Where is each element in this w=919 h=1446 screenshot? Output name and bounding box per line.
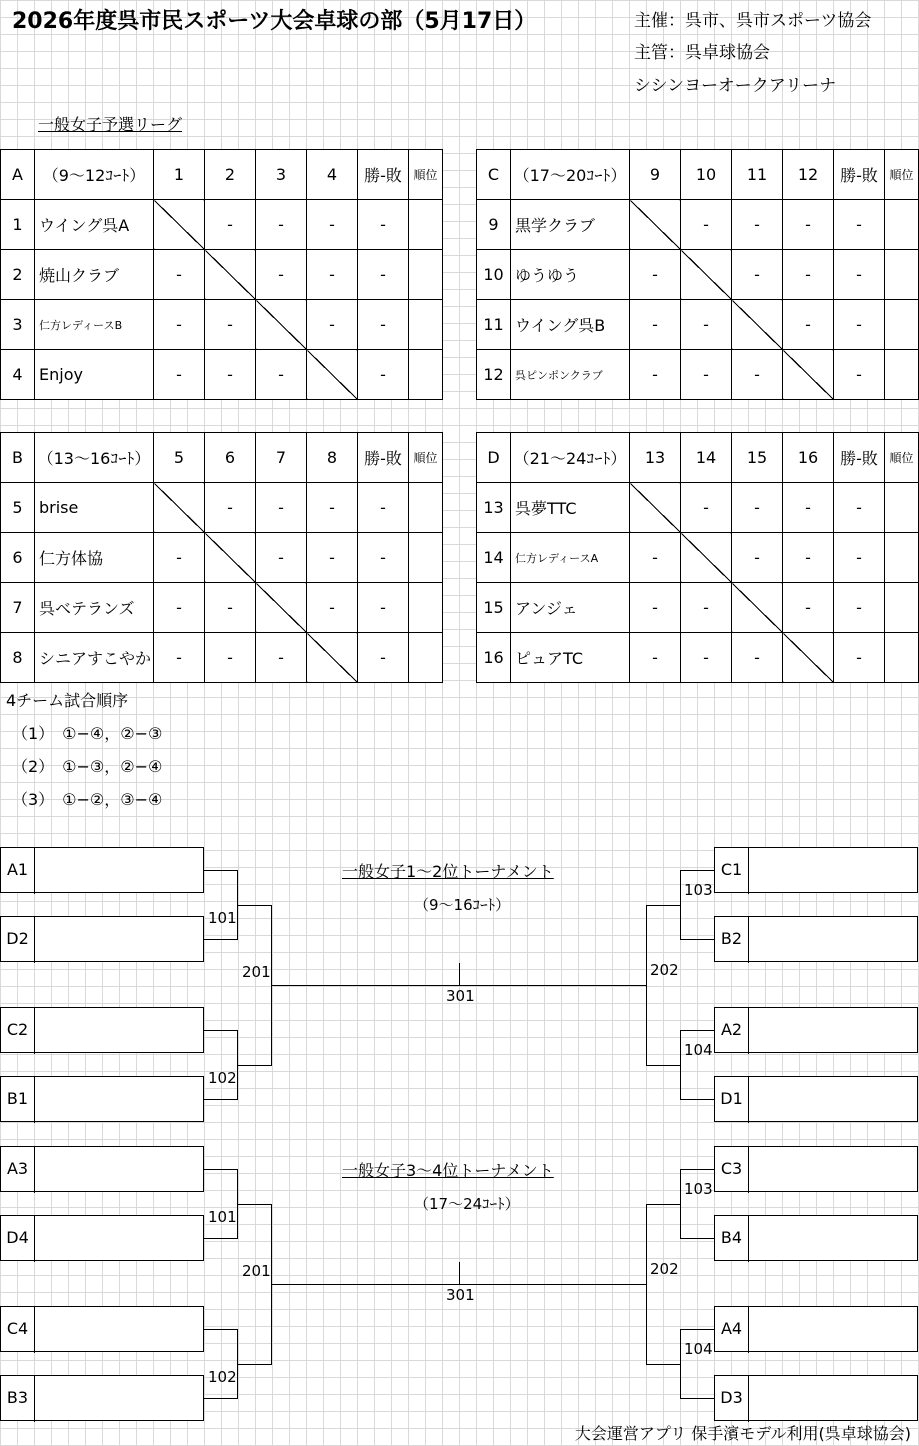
score-cell: -	[307, 533, 358, 583]
rank-cell	[409, 533, 443, 583]
win-loss-cell: -	[358, 633, 409, 683]
score-cell: -	[256, 633, 307, 683]
score-cell: -	[205, 300, 256, 350]
slot-label: D3	[715, 1376, 749, 1422]
bracket-line	[680, 1238, 714, 1239]
score-cell: -	[783, 533, 834, 583]
team-number: 11	[477, 300, 511, 350]
column-header: 8	[307, 433, 358, 483]
rank-header: 順位	[409, 150, 443, 200]
score-cell: -	[307, 483, 358, 533]
slot-label: D4	[1, 1216, 35, 1262]
score-cell: -	[154, 350, 205, 400]
column-header: 11	[732, 150, 783, 200]
organizer-host: 主催：呉市、呉市スポーツ協会	[634, 11, 872, 31]
team-row	[477, 250, 919, 300]
team-name: アンジェ	[511, 583, 630, 633]
bracket-line	[680, 1329, 714, 1330]
self-match-cell	[205, 250, 256, 300]
score-cell: -	[154, 300, 205, 350]
group-id: A	[1, 150, 35, 200]
column-header: 12	[783, 150, 834, 200]
score-cell: -	[256, 533, 307, 583]
match-number: 103	[684, 880, 713, 899]
bracket-line	[680, 1099, 714, 1100]
match-order-row: （3） ①−②，③−④	[12, 790, 163, 809]
bracket-line	[680, 1030, 714, 1031]
team-name: 黒学クラブ	[511, 200, 630, 250]
self-match-cell	[681, 533, 732, 583]
footer-credit: 大会運営アプリ 保手濱モデル利用(呉卓球協会)	[574, 1424, 911, 1443]
slot-label: B4	[715, 1216, 749, 1262]
score-cell: -	[732, 350, 783, 400]
team-number: 15	[477, 583, 511, 633]
bracket-line	[646, 1204, 681, 1205]
team-number: 8	[1, 633, 35, 683]
rank-cell	[885, 250, 919, 300]
match-number: 301	[446, 1285, 475, 1304]
team-name: Enjoy	[35, 350, 154, 400]
bracket-line	[271, 985, 647, 986]
team-row	[1, 533, 443, 583]
self-match-cell	[205, 533, 256, 583]
bracket-line	[646, 905, 647, 1066]
slot-label: C1	[715, 848, 749, 894]
bracket-slot[interactable]	[714, 1375, 918, 1421]
column-header: 13	[630, 433, 681, 483]
match-number: 201	[242, 1261, 271, 1280]
column-header: 15	[732, 433, 783, 483]
match-number: 104	[684, 1040, 713, 1059]
bracket-slot[interactable]	[0, 1306, 204, 1352]
venue: シシンヨーオークアリーナ	[634, 76, 837, 96]
match-number: 102	[208, 1068, 237, 1087]
win-loss-cell: -	[358, 300, 409, 350]
score-cell: -	[307, 300, 358, 350]
column-header: 5	[154, 433, 205, 483]
bracket-slot[interactable]	[714, 1215, 918, 1261]
score-cell: -	[732, 483, 783, 533]
score-cell: -	[205, 583, 256, 633]
group-id: C	[477, 150, 511, 200]
rank-cell	[885, 533, 919, 583]
tournament-courts: （17〜24ｺｰﾄ）	[414, 1195, 520, 1213]
score-cell: -	[256, 250, 307, 300]
bracket-slot[interactable]	[0, 1007, 204, 1053]
score-cell: -	[732, 200, 783, 250]
team-number: 7	[1, 583, 35, 633]
column-header: 14	[681, 433, 732, 483]
score-cell: -	[630, 583, 681, 633]
slot-label: C4	[1, 1307, 35, 1353]
rank-cell	[409, 200, 443, 250]
bracket-line	[204, 1169, 238, 1170]
bracket-slot[interactable]	[0, 1375, 204, 1421]
win-loss-cell: -	[358, 483, 409, 533]
score-cell: -	[630, 300, 681, 350]
rank-cell	[885, 483, 919, 533]
match-order-row: （2） ①−③，②−④	[12, 757, 163, 776]
score-cell: -	[630, 533, 681, 583]
slot-label: D1	[715, 1077, 749, 1123]
team-number: 1	[1, 200, 35, 250]
column-header: 4	[307, 150, 358, 200]
score-cell: -	[256, 350, 307, 400]
score-cell: -	[681, 300, 732, 350]
win-loss-cell: -	[358, 583, 409, 633]
column-header: 3	[256, 150, 307, 200]
score-cell: -	[732, 533, 783, 583]
slot-label: A2	[715, 1008, 749, 1054]
rank-cell	[885, 200, 919, 250]
rank-cell	[409, 300, 443, 350]
slot-label: A1	[1, 848, 35, 894]
self-match-cell	[154, 483, 205, 533]
score-cell: -	[205, 200, 256, 250]
score-cell: -	[205, 350, 256, 400]
win-loss-cell: -	[358, 533, 409, 583]
team-number: 14	[477, 533, 511, 583]
rank-cell	[885, 633, 919, 683]
team-number: 16	[477, 633, 511, 683]
bracket-line	[237, 905, 272, 906]
bracket-slot[interactable]	[714, 1007, 918, 1053]
match-number: 104	[684, 1339, 713, 1358]
team-row	[477, 300, 919, 350]
win-loss-cell: -	[834, 483, 885, 533]
bracket-slot[interactable]	[714, 847, 918, 893]
team-number: 13	[477, 483, 511, 533]
win-loss-cell: -	[834, 200, 885, 250]
slot-label: B2	[715, 917, 749, 963]
win-loss-cell: -	[358, 250, 409, 300]
win-loss-cell: -	[358, 350, 409, 400]
score-cell: -	[681, 633, 732, 683]
column-header: 7	[256, 433, 307, 483]
self-match-cell	[630, 483, 681, 533]
win-loss-header: 勝-敗	[834, 150, 885, 200]
score-cell: -	[681, 350, 732, 400]
rank-cell	[409, 250, 443, 300]
score-cell: -	[154, 583, 205, 633]
bracket-slot[interactable]	[0, 1215, 204, 1261]
league-label: 一般女子予選リーグ	[38, 115, 183, 134]
column-header: 6	[205, 433, 256, 483]
win-loss-cell: -	[834, 300, 885, 350]
rank-cell	[409, 350, 443, 400]
slot-label: D2	[1, 917, 35, 963]
score-cell: -	[732, 633, 783, 683]
group-courts: （13〜16ｺｰﾄ）	[35, 433, 154, 483]
team-row	[477, 583, 919, 633]
win-loss-cell: -	[834, 633, 885, 683]
bracket-slot[interactable]	[714, 916, 918, 962]
column-header: 1	[154, 150, 205, 200]
match-number: 103	[684, 1179, 713, 1198]
group-id: D	[477, 433, 511, 483]
bracket-line	[459, 963, 460, 985]
bracket-line	[680, 939, 714, 940]
team-name: 焼山クラブ	[35, 250, 154, 300]
score-cell: -	[681, 483, 732, 533]
bracket-line	[646, 1065, 681, 1066]
slot-label: A4	[715, 1307, 749, 1353]
column-header: 10	[681, 150, 732, 200]
team-number: 3	[1, 300, 35, 350]
win-loss-cell: -	[834, 250, 885, 300]
column-header: 9	[630, 150, 681, 200]
win-loss-header: 勝-敗	[834, 433, 885, 483]
team-row	[477, 633, 919, 683]
bracket-line	[204, 1238, 238, 1239]
team-number: 2	[1, 250, 35, 300]
team-name: 呉夢TTC	[511, 483, 630, 533]
score-cell: -	[154, 250, 205, 300]
team-name: 仁方レディースA	[511, 533, 630, 583]
tournament-courts: （9〜16ｺｰﾄ）	[414, 896, 511, 914]
group-courts: （17〜20ｺｰﾄ）	[511, 150, 630, 200]
match-order-row: （1） ①−④，②−③	[12, 724, 163, 743]
score-cell: -	[783, 583, 834, 633]
win-loss-header: 勝-敗	[358, 150, 409, 200]
score-cell: -	[630, 250, 681, 300]
score-cell: -	[205, 633, 256, 683]
bracket-slot[interactable]	[0, 847, 204, 893]
team-name: brise	[35, 483, 154, 533]
slot-label: B3	[1, 1376, 35, 1422]
group-courts: （9〜12ｺｰﾄ）	[35, 150, 154, 200]
team-number: 6	[1, 533, 35, 583]
bracket-line	[680, 1398, 714, 1399]
self-match-cell	[307, 350, 358, 400]
match-number: 102	[208, 1367, 237, 1386]
bracket-line	[204, 939, 238, 940]
rank-cell	[885, 350, 919, 400]
bracket-line	[204, 1099, 238, 1100]
team-row	[1, 200, 443, 250]
self-match-cell	[256, 300, 307, 350]
self-match-cell	[154, 200, 205, 250]
bracket-line	[646, 1364, 681, 1365]
group-courts: （21〜24ｺｰﾄ）	[511, 433, 630, 483]
self-match-cell	[630, 200, 681, 250]
score-cell: -	[732, 250, 783, 300]
score-cell: -	[307, 250, 358, 300]
score-cell: -	[630, 633, 681, 683]
score-cell: -	[783, 250, 834, 300]
bracket-line	[646, 905, 681, 906]
bracket-slot[interactable]	[714, 1306, 918, 1352]
bracket-line	[237, 1364, 272, 1365]
score-cell: -	[307, 583, 358, 633]
team-row	[1, 483, 443, 533]
team-number: 9	[477, 200, 511, 250]
rank-cell	[409, 483, 443, 533]
rank-header: 順位	[885, 433, 919, 483]
bracket-line	[680, 1169, 714, 1170]
tournament-title: 一般女子3〜4位トーナメント	[342, 1161, 554, 1180]
team-name: 仁方レディースB	[35, 300, 154, 350]
match-number: 301	[446, 986, 475, 1005]
win-loss-cell: -	[834, 583, 885, 633]
team-name: ピュアTC	[511, 633, 630, 683]
match-number: 202	[650, 960, 679, 979]
bracket-line	[680, 870, 714, 871]
bracket-line	[237, 1065, 272, 1066]
team-number: 4	[1, 350, 35, 400]
match-number: 202	[650, 1259, 679, 1278]
score-cell: -	[256, 200, 307, 250]
team-row	[477, 350, 919, 400]
team-name: ゆうゆう	[511, 250, 630, 300]
slot-label: B1	[1, 1077, 35, 1123]
win-loss-cell: -	[834, 533, 885, 583]
slot-label: C2	[1, 1008, 35, 1054]
score-cell: -	[783, 300, 834, 350]
self-match-cell	[783, 350, 834, 400]
bracket-slot[interactable]	[714, 1146, 918, 1192]
self-match-cell	[307, 633, 358, 683]
match-order-title: 4チーム試合順序	[6, 691, 129, 710]
rank-cell	[409, 583, 443, 633]
slot-label: A3	[1, 1147, 35, 1193]
league-table-c	[476, 149, 919, 400]
team-row	[1, 633, 443, 683]
bracket-slot[interactable]	[0, 1076, 204, 1122]
tournament-title: 一般女子1〜2位トーナメント	[342, 862, 554, 881]
score-cell: -	[256, 483, 307, 533]
column-header: 16	[783, 433, 834, 483]
self-match-cell	[732, 583, 783, 633]
team-number: 5	[1, 483, 35, 533]
score-cell: -	[630, 350, 681, 400]
team-row	[477, 200, 919, 250]
league-table-d	[476, 432, 919, 683]
match-number: 101	[208, 1207, 237, 1226]
score-cell: -	[154, 533, 205, 583]
bracket-line	[204, 1030, 238, 1031]
bracket-line	[204, 870, 238, 871]
league-table-b	[0, 432, 443, 683]
bracket-line	[646, 1204, 647, 1365]
self-match-cell	[732, 300, 783, 350]
score-cell: -	[783, 483, 834, 533]
match-number: 201	[242, 962, 271, 981]
score-cell: -	[154, 633, 205, 683]
rank-header: 順位	[409, 433, 443, 483]
score-cell: -	[205, 483, 256, 533]
bracket-slot[interactable]	[0, 1146, 204, 1192]
bracket-line	[204, 1398, 238, 1399]
self-match-cell	[681, 250, 732, 300]
team-name: シニアすこやか	[35, 633, 154, 683]
score-cell: -	[307, 200, 358, 250]
rank-cell	[885, 583, 919, 633]
team-row	[477, 483, 919, 533]
score-cell: -	[681, 200, 732, 250]
bracket-slot[interactable]	[714, 1076, 918, 1122]
group-id: B	[1, 433, 35, 483]
bracket-line	[204, 1329, 238, 1330]
bracket-line	[271, 1284, 647, 1285]
win-loss-cell: -	[834, 350, 885, 400]
team-name: 呉ピンポンクラブ	[511, 350, 630, 400]
page-title: 2026年度呉市民スポーツ大会卓球の部（5月17日）	[12, 9, 537, 34]
organizer-manager: 主管：呉卓球協会	[634, 43, 770, 63]
match-number: 101	[208, 908, 237, 927]
self-match-cell	[783, 633, 834, 683]
team-row	[1, 350, 443, 400]
rank-cell	[885, 300, 919, 350]
team-name: ウイング呉B	[511, 300, 630, 350]
column-header: 2	[205, 150, 256, 200]
team-number: 10	[477, 250, 511, 300]
bracket-line	[459, 1262, 460, 1284]
score-cell: -	[681, 583, 732, 633]
score-cell: -	[783, 200, 834, 250]
team-number: 12	[477, 350, 511, 400]
team-row	[1, 250, 443, 300]
team-name: ウイング呉A	[35, 200, 154, 250]
self-match-cell	[256, 583, 307, 633]
team-name: 呉ベテランズ	[35, 583, 154, 633]
win-loss-header: 勝-敗	[358, 433, 409, 483]
bracket-slot[interactable]	[0, 916, 204, 962]
rank-header: 順位	[885, 150, 919, 200]
slot-label: C3	[715, 1147, 749, 1193]
league-table-a	[0, 149, 443, 400]
rank-cell	[409, 633, 443, 683]
team-row	[1, 300, 443, 350]
win-loss-cell: -	[358, 200, 409, 250]
team-name: 仁方体協	[35, 533, 154, 583]
team-row	[1, 583, 443, 633]
bracket-line	[237, 1204, 272, 1205]
team-row	[477, 533, 919, 583]
